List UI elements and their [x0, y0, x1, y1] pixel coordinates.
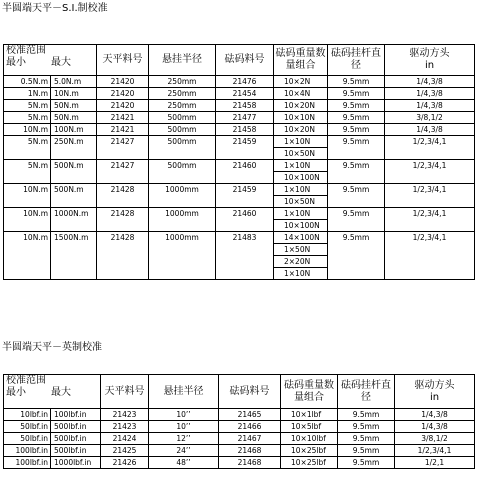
header-range-cell — [4, 375, 101, 409]
cell-combo: 10×10lbf — [281, 433, 338, 445]
cell-drive: 1/2,3/4,1 — [385, 136, 475, 160]
header-drive-label: 驱动方头 — [409, 48, 450, 59]
cell-radius: 250mm — [149, 76, 216, 88]
cell-max: 500lbf.in — [51, 421, 101, 433]
imperial-calibration-table — [3, 374, 475, 469]
cell-rod: 9.5mm — [328, 124, 385, 136]
cell-balance: 21426 — [101, 457, 149, 469]
header-min-max — [6, 387, 100, 399]
cell-radius: 48’’ — [149, 457, 219, 469]
cell-radius: 500mm — [149, 136, 216, 160]
cell-weight: 21458 — [216, 100, 274, 112]
cell-balance: 21424 — [101, 433, 149, 445]
table-row — [4, 112, 475, 124]
cell-combo: 10×2N — [274, 76, 328, 88]
header-suspension-radius: 悬挂半径 — [149, 375, 219, 409]
cell-min: 1N.m — [4, 88, 51, 100]
cell-rod: 9.5mm — [328, 136, 385, 160]
table-row — [4, 421, 475, 433]
cell-drive: 3/8,1/2 — [395, 433, 475, 445]
cell-combo: 10×1lbf — [281, 409, 338, 421]
cell-balance: 21420 — [97, 100, 149, 112]
cell-rod: 9.5mm — [328, 160, 385, 184]
cell-max: 10N.m — [51, 88, 97, 100]
cell-balance: 21421 — [97, 124, 149, 136]
header-range-cell — [4, 45, 97, 76]
cell-weight: 21460 — [216, 160, 274, 184]
cell-min: 10N.m — [4, 232, 51, 280]
header-min: 最小 — [6, 57, 26, 68]
cell-max: 1000N.m — [51, 208, 97, 232]
cell-max: 5.0N.m — [51, 76, 97, 88]
cell-combo: 10×10N — [274, 112, 328, 124]
cell-radius: 1000mm — [149, 208, 216, 232]
cell-radius: 500mm — [149, 124, 216, 136]
cell-rod: 9.5mm — [328, 232, 385, 280]
si-calibration-table — [3, 44, 475, 280]
cell-drive: 1/4,3/8 — [395, 409, 475, 421]
cell-combo: 10×20N — [274, 100, 328, 112]
cell-combo: 10×50N — [274, 196, 328, 208]
cell-balance: 21427 — [97, 160, 149, 184]
cell-balance: 21423 — [101, 409, 149, 421]
header-weight-combination: 砝码重量数量组合 — [274, 45, 328, 76]
cell-max: 250N.m — [51, 136, 97, 160]
table-row — [4, 88, 475, 100]
cell-drive: 1/2,3/4,1 — [385, 184, 475, 208]
header-min: 最小 — [6, 387, 26, 398]
header-max: 最大 — [51, 57, 71, 68]
cell-drive: 1/2,3/4,1 — [385, 160, 475, 184]
header-min-max — [6, 57, 96, 69]
cell-min: 5N.m — [4, 112, 51, 124]
table-row — [4, 232, 475, 244]
cell-radius: 1000mm — [149, 184, 216, 208]
cell-radius: 250mm — [149, 100, 216, 112]
header-rod-diameter: 砝码挂杆直径 — [328, 45, 385, 76]
cell-combo: 14×100N — [274, 232, 328, 244]
cell-weight: 21460 — [216, 208, 274, 232]
cell-balance: 21427 — [97, 136, 149, 160]
cell-weight: 21468 — [219, 445, 281, 457]
cell-max: 500lbf.in — [51, 445, 101, 457]
cell-rod: 9.5mm — [328, 208, 385, 232]
cell-drive: 1/2,3/4,1 — [385, 232, 475, 280]
cell-radius: 500mm — [149, 160, 216, 184]
cell-combo: 10×50N — [274, 148, 328, 160]
table-row — [4, 100, 475, 112]
cell-combo: 10×4N — [274, 88, 328, 100]
cell-min: 0.5N.m — [4, 76, 51, 88]
cell-radius: 250mm — [149, 88, 216, 100]
cell-drive: 1/2,3/4,1 — [385, 208, 475, 232]
table-row — [4, 457, 475, 469]
cell-max: 50N.m — [51, 112, 97, 124]
cell-drive: 1/4,3/8 — [385, 124, 475, 136]
header-suspension-radius: 悬挂半径 — [149, 45, 216, 76]
cell-balance: 21428 — [97, 232, 149, 280]
header-weight-number: 砝码料号 — [219, 375, 281, 409]
header-weight-number: 砝码料号 — [216, 45, 274, 76]
cell-min: 10lbf.in — [4, 409, 51, 421]
cell-combo: 1×50N — [274, 244, 328, 256]
cell-weight: 21465 — [219, 409, 281, 421]
header-range-label: 校准范围 — [6, 45, 46, 56]
cell-balance: 21428 — [97, 208, 149, 232]
header-drive — [395, 375, 475, 409]
header-balance-number: 天平料号 — [97, 45, 149, 76]
cell-combo: 2×20N — [274, 256, 328, 268]
cell-min: 100lbf.in — [4, 445, 51, 457]
cell-combo: 10×25lbf — [281, 457, 338, 469]
cell-radius: 12’’ — [149, 433, 219, 445]
cell-max: 100lbf.in — [51, 409, 101, 421]
cell-drive: 3/8,1/2 — [385, 112, 475, 124]
cell-min: 5N.m — [4, 160, 51, 184]
table-row — [4, 208, 475, 220]
cell-max: 500N.m — [51, 160, 97, 184]
cell-rod: 9.5mm — [328, 88, 385, 100]
table-row — [4, 409, 475, 421]
cell-max: 100N.m — [51, 124, 97, 136]
cell-rod: 9.5mm — [338, 421, 395, 433]
cell-max: 500lbf.in — [51, 433, 101, 445]
cell-combo: 10×5lbf — [281, 421, 338, 433]
cell-weight: 21477 — [216, 112, 274, 124]
cell-weight: 21458 — [216, 124, 274, 136]
cell-weight: 21483 — [216, 232, 274, 280]
cell-balance: 21421 — [97, 112, 149, 124]
cell-max: 1500N.m — [51, 232, 97, 280]
cell-balance: 21420 — [97, 88, 149, 100]
table-row — [4, 433, 475, 445]
cell-weight: 21459 — [216, 184, 274, 208]
cell-rod: 9.5mm — [328, 100, 385, 112]
cell-weight: 21467 — [219, 433, 281, 445]
header-rod-diameter: 砝码挂杆直径 — [338, 375, 395, 409]
table-row — [4, 445, 475, 457]
table-row — [4, 136, 475, 148]
header-drive-unit: in — [429, 391, 440, 403]
header-drive — [385, 45, 475, 76]
cell-combo: 1×10N — [274, 184, 328, 196]
cell-rod: 9.5mm — [328, 112, 385, 124]
cell-min: 10N.m — [4, 184, 51, 208]
cell-min: 5N.m — [4, 136, 51, 160]
cell-combo: 1×10N — [274, 208, 328, 220]
si-table-title: 半圆端天平－S.I.制校准 — [2, 3, 108, 14]
cell-radius: 24’’ — [149, 445, 219, 457]
cell-balance: 21423 — [101, 421, 149, 433]
cell-rod: 9.5mm — [338, 445, 395, 457]
header-balance-number: 天平料号 — [101, 375, 149, 409]
cell-radius: 500mm — [149, 112, 216, 124]
cell-rod: 9.5mm — [338, 457, 395, 469]
header-max: 最大 — [51, 387, 71, 398]
header-drive-unit: in — [424, 60, 435, 71]
cell-min: 100lbf.in — [4, 457, 51, 469]
table-row — [4, 160, 475, 172]
cell-radius: 10’’ — [149, 421, 219, 433]
cell-drive: 1/4,3/8 — [385, 100, 475, 112]
cell-combo: 1×10N — [274, 268, 328, 280]
cell-drive: 1/4,3/8 — [395, 421, 475, 433]
cell-max: 500N.m — [51, 184, 97, 208]
cell-weight: 21468 — [219, 457, 281, 469]
cell-rod: 9.5mm — [328, 76, 385, 88]
cell-combo: 1×10N — [274, 136, 328, 148]
cell-weight: 21476 — [216, 76, 274, 88]
cell-combo: 10×100N — [274, 172, 328, 184]
cell-rod: 9.5mm — [338, 433, 395, 445]
header-row — [4, 375, 475, 409]
cell-combo: 10×25lbf — [281, 445, 338, 457]
cell-min: 50lbf.in — [4, 421, 51, 433]
table-row — [4, 184, 475, 196]
cell-radius: 10’’ — [149, 409, 219, 421]
cell-drive: 1/4,3/8 — [385, 76, 475, 88]
header-row — [4, 45, 475, 76]
header-drive-label: 驱动方头 — [414, 379, 455, 391]
cell-combo: 10×100N — [274, 220, 328, 232]
cell-min: 10N.m — [4, 208, 51, 232]
cell-max: 50N.m — [51, 100, 97, 112]
cell-min: 10N.m — [4, 124, 51, 136]
imperial-table-title: 半圆端天平－英制校准 — [2, 342, 102, 353]
cell-max: 1000lbf.in — [51, 457, 101, 469]
cell-drive: 1/2,3/4,1 — [395, 445, 475, 457]
cell-drive: 1/2,1 — [395, 457, 475, 469]
cell-combo: 1×10N — [274, 160, 328, 172]
table-row — [4, 124, 475, 136]
table-row — [4, 76, 475, 88]
cell-min: 5N.m — [4, 100, 51, 112]
header-range-label: 校准范围 — [6, 375, 46, 386]
cell-drive: 1/4,3/8 — [385, 88, 475, 100]
header-weight-combination: 砝码重量数量组合 — [281, 375, 338, 409]
cell-combo: 10×20N — [274, 124, 328, 136]
cell-balance: 21420 — [97, 76, 149, 88]
cell-weight: 21454 — [216, 88, 274, 100]
cell-weight: 21466 — [219, 421, 281, 433]
cell-balance: 21428 — [97, 184, 149, 208]
cell-min: 50lbf.in — [4, 433, 51, 445]
cell-radius: 1000mm — [149, 232, 216, 280]
cell-rod: 9.5mm — [328, 184, 385, 208]
cell-rod: 9.5mm — [338, 409, 395, 421]
cell-balance: 21425 — [101, 445, 149, 457]
cell-weight: 21459 — [216, 136, 274, 160]
